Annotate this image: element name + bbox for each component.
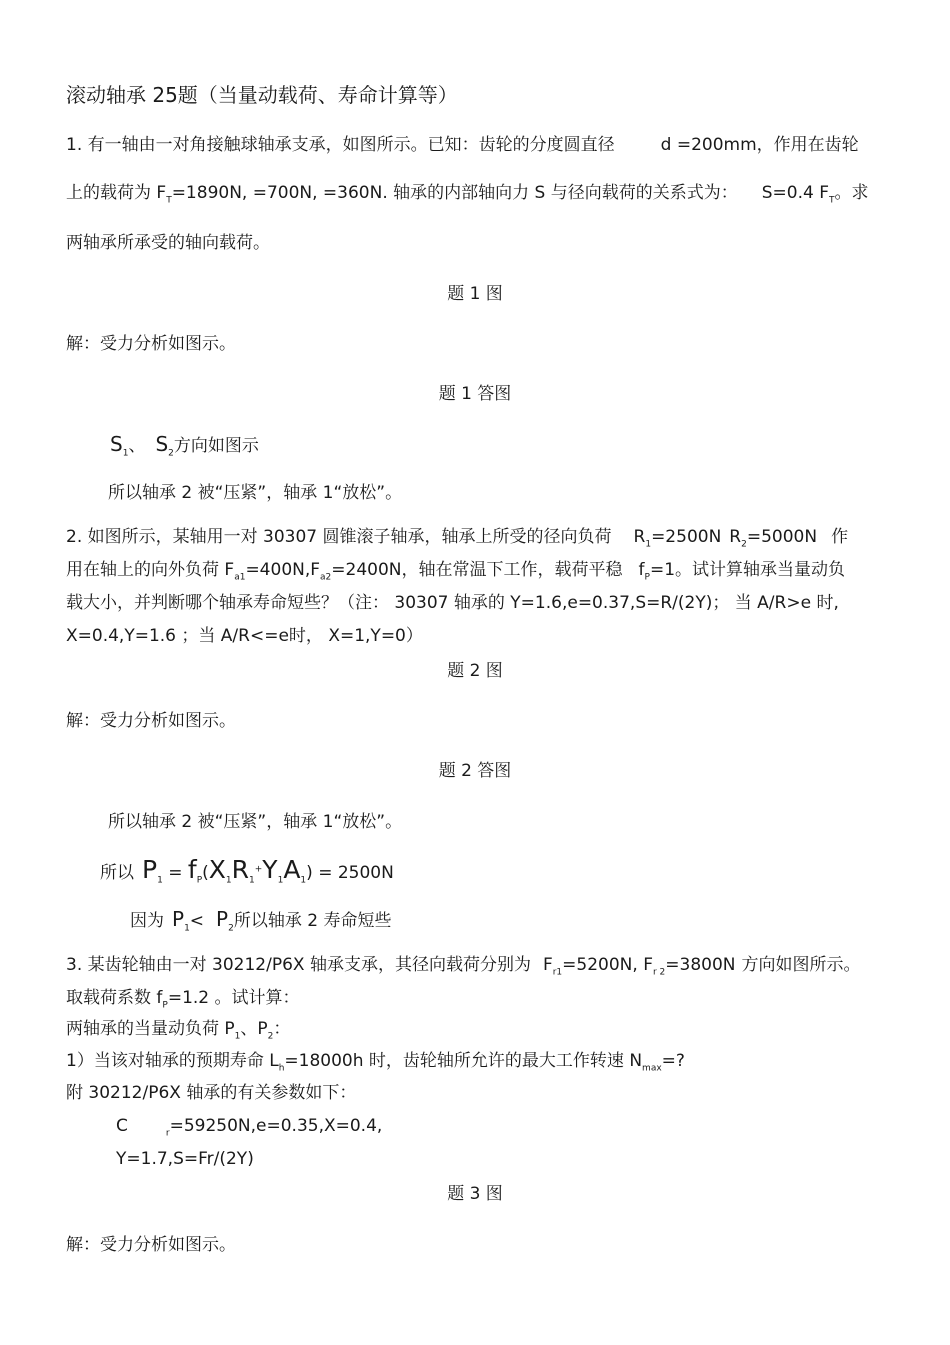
q3-line-4 — [66, 1051, 685, 1074]
q2-text: 所以轴承 2 寿命短些 — [233, 911, 392, 931]
q1-text: 。求 — [834, 183, 869, 203]
q1-figure-caption: 题 1 图 — [447, 284, 503, 304]
q3-figure-caption: 题 3 图 — [447, 1184, 503, 1204]
q3-line-2 — [66, 988, 300, 1011]
q2-line-3: 载大小，并判断哪个轴承寿命短些？（注： 30307 轴承的 Y=1.6,e=0.37,S=R/(2Y)； 当 A/R>e 时, — [66, 593, 839, 613]
s1-symbol: S — [110, 432, 123, 456]
q2-text: =400N,F — [245, 560, 321, 580]
q1-conclusion: 所以轴承 2 被“压紧”，轴承 1“放松”。 — [108, 483, 403, 503]
q3-line-6 — [116, 1116, 383, 1139]
q1-text: ，作用在齿轮 — [756, 135, 859, 155]
q2-text: 2. 如图所示，某轴用一对 30307 圆锥滚子轴承，轴承上所受的径向负荷 — [66, 527, 612, 547]
subscript: P — [162, 1000, 168, 1011]
q3-text: 取载荷系数 f — [66, 988, 163, 1008]
q3-text: 两轴承的当量动负荷 P — [66, 1019, 235, 1039]
q2-solution: 解：受力分析如图示。 — [66, 711, 236, 731]
fp-symbol: f — [638, 560, 645, 580]
subscript: 2 — [267, 1031, 274, 1042]
q2-text: =2500N — [651, 527, 722, 547]
q2-text: 作 — [831, 527, 849, 547]
subscript: 1 — [122, 448, 129, 459]
equation-result: = 2500N — [318, 863, 394, 883]
subscript: r 2 — [652, 967, 666, 978]
subscript: T — [166, 195, 172, 206]
q3-text: 方向如图所示。 — [741, 955, 861, 975]
q2-text: 用在轴上的向外负荷 F — [66, 560, 235, 580]
q2-equation: 所以 $P_1 = f_P(X_1R_1^+Y_1A_1) = 2500N$ — [100, 855, 394, 886]
q3-text: 1）当该对轴承的预期寿命 L — [66, 1051, 279, 1071]
q3-line-3 — [66, 1019, 291, 1042]
subscript: 2 — [168, 448, 174, 459]
q1-line-1 — [66, 137, 859, 154]
q1-text: 1. 有一轴由一对角接触球轴承支承，如图所示。已知：齿轮的分度圆直径 — [66, 135, 615, 155]
q1-formula: S=0.4 F — [761, 183, 830, 203]
q2-text: =5000N — [746, 527, 818, 547]
subscript: 2 — [741, 539, 747, 550]
r2-symbol: R — [729, 527, 742, 547]
q1-force-direction — [110, 432, 259, 459]
q3-solution: 解：受力分析如图示。 — [66, 1235, 236, 1255]
q3-text: =? — [661, 1051, 685, 1071]
subscript: 1 — [234, 1031, 241, 1042]
q1-text: 上的载荷为 F — [66, 183, 167, 203]
q3-text: =5200N, F — [562, 955, 653, 975]
cr-symbol: C — [116, 1116, 128, 1136]
q3-text: =3800N — [665, 955, 736, 975]
subscript: max — [642, 1063, 662, 1074]
q2-figure-caption: 题 2 图 — [447, 661, 503, 681]
q1-text: =1890N, =700N, =360N. 轴承的内部轴向力 S 与径向载荷的关系式为： — [171, 183, 738, 203]
subscript: T — [829, 195, 835, 206]
q2-text: =2400N — [331, 560, 402, 580]
q2-line-2 — [66, 560, 846, 583]
q2-answer-figure-caption: 题 2 答图 — [438, 761, 512, 781]
q1-diameter: d =200mm — [660, 135, 757, 155]
separator: 、 — [128, 436, 146, 456]
q3-text: =1.2 。试计算： — [167, 988, 300, 1008]
q1-line-3: 两轴承所承受的轴向载荷。 — [66, 233, 270, 253]
q3-text: 、P — [240, 1019, 268, 1039]
q2-comparison: 因为 $P_1< P_2$所以轴承 2 寿命短些 — [130, 907, 392, 934]
q1-line-2 — [66, 183, 869, 206]
subscript: a1 — [234, 572, 246, 583]
q2-text: =1。试计算轴承当量动负 — [649, 560, 846, 580]
page-title: 滚动轴承 25题（当量动载荷、寿命计算等） — [66, 83, 458, 107]
s2-symbol: S — [155, 432, 169, 456]
q3-text: ： — [273, 1019, 291, 1039]
fr1-symbol: F — [542, 955, 553, 975]
q2-line-4: X=0.4,Y=1.6 ；当 A/R<=e时， X=1,Y=0） — [66, 626, 423, 646]
q3-text: =59250N,e=0.35,X=0.4, — [169, 1116, 383, 1136]
q3-line-7: Y=1.7,S=Fr/(2Y) — [116, 1149, 254, 1169]
q3-line-5: 附 30212/P6X 轴承的有关参数如下： — [66, 1083, 357, 1103]
q2-text: 因为 — [130, 911, 164, 931]
q2-text: 所以 — [100, 863, 134, 883]
q2-text: ，轴在常温下工作，载荷平稳 — [401, 560, 623, 580]
subscript: P — [644, 572, 650, 583]
r1-symbol: R — [633, 527, 646, 547]
q1-text: 方向如图示 — [173, 436, 259, 456]
subscript: h — [278, 1063, 285, 1074]
q2-conclusion: 所以轴承 2 被“压紧”，轴承 1“放松”。 — [108, 812, 403, 832]
q3-line-1 — [66, 955, 861, 978]
subscript: 1 — [645, 539, 652, 550]
subscript: r1 — [552, 967, 563, 978]
q1-answer-figure-caption: 题 1 答图 — [438, 384, 512, 404]
q3-text: 3. 某齿轮轴由一对 30212/P6X 轴承支承，其径向载荷分别为 — [66, 955, 531, 975]
q1-solution: 解：受力分析如图示。 — [66, 334, 236, 354]
subscript: a2 — [320, 572, 332, 583]
subscript: r — [165, 1128, 170, 1139]
q2-line-1 — [66, 527, 849, 550]
q3-text: =18000h 时，齿轮轴所允许的最大工作转速 N — [284, 1051, 643, 1071]
